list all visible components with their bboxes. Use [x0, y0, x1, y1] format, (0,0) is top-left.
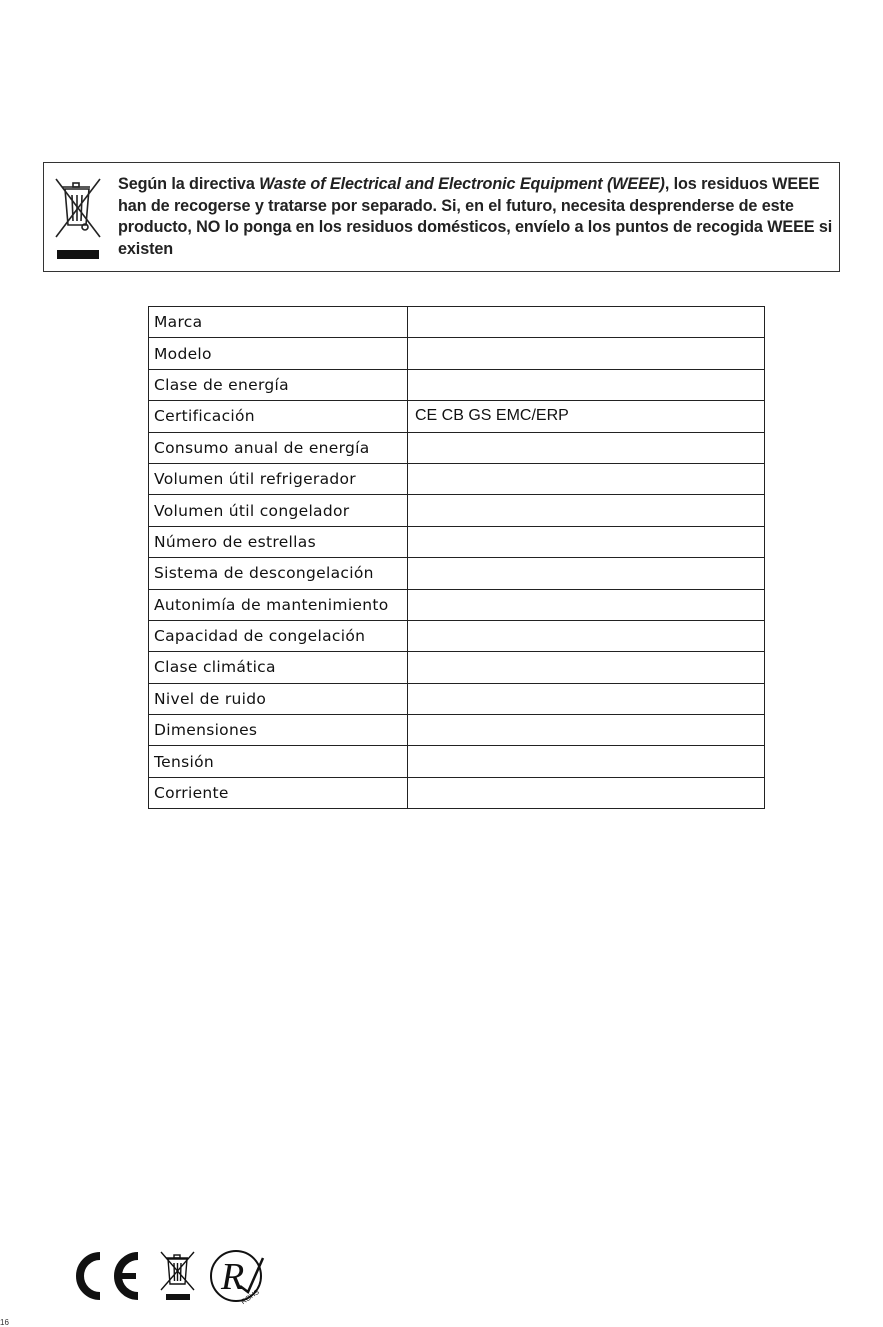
- spec-label: Certificación: [149, 401, 408, 432]
- spec-table: [148, 306, 765, 809]
- spec-value: [408, 746, 765, 777]
- table-row: [149, 432, 765, 463]
- table-row: [149, 495, 765, 526]
- spec-label: Volumen útil congelador: [149, 495, 408, 526]
- table-row: [149, 620, 765, 651]
- spec-label: Dimensiones: [149, 715, 408, 746]
- table-row: [149, 401, 765, 432]
- spec-label: Nivel de ruido: [149, 683, 408, 714]
- spec-value: [408, 307, 765, 338]
- spec-value: CE CB GS EMC/ERP: [408, 401, 765, 432]
- spec-label: Modelo: [149, 338, 408, 369]
- spec-label: Capacidad de congelación: [149, 620, 408, 651]
- table-row: [149, 683, 765, 714]
- weee-notice-box: [43, 162, 840, 272]
- spec-value: [408, 620, 765, 651]
- spec-label: Marca: [149, 307, 408, 338]
- spec-label: Corriente: [149, 777, 408, 808]
- table-row: [149, 558, 765, 589]
- spec-value: [408, 683, 765, 714]
- spec-label: Volumen útil refrigerador: [149, 463, 408, 494]
- spec-label: Clase climática: [149, 652, 408, 683]
- table-row: [149, 589, 765, 620]
- spec-label: Autonimía de mantenimiento: [149, 589, 408, 620]
- spec-label: Número de estrellas: [149, 526, 408, 557]
- spec-value: [408, 463, 765, 494]
- spec-value: [408, 715, 765, 746]
- rohs-logo: [208, 1248, 266, 1306]
- spec-label: Consumo anual de energía: [149, 432, 408, 463]
- svg-text:ROHS: ROHS: [240, 1288, 261, 1306]
- spec-label: Tensión: [149, 746, 408, 777]
- table-row: [149, 526, 765, 557]
- spec-label: Clase de energía: [149, 369, 408, 400]
- table-row: [149, 652, 765, 683]
- spec-value: [408, 369, 765, 400]
- crossed-out-wheelie-bin-icon: [158, 1250, 198, 1302]
- table-row: [149, 369, 765, 400]
- weee-directive-name: Waste of Electrical and Electronic Equipment (WEEE): [259, 175, 665, 193]
- ce-mark-logo: [70, 1248, 144, 1304]
- footer-logos: [70, 1248, 270, 1308]
- spec-value: [408, 777, 765, 808]
- page-number: 16: [0, 1318, 9, 1327]
- spec-value: [408, 526, 765, 557]
- svg-text:R: R: [221, 1256, 245, 1298]
- spec-label: Sistema de descongelación: [149, 558, 408, 589]
- spec-value: [408, 558, 765, 589]
- table-row: [149, 338, 765, 369]
- table-row: [149, 715, 765, 746]
- spec-value: [408, 589, 765, 620]
- table-row: [149, 307, 765, 338]
- spec-value: [408, 495, 765, 526]
- crossed-out-wheelie-bin-icon: [54, 175, 104, 263]
- table-row: [149, 746, 765, 777]
- weee-notice-text: Según la directiva Waste of Electrical and Electronic Equipment (WEEE), los residuos WEEE han de recogerse y tratarse por separado. Si, en el futuro, necesita desprenderse de este producto, NO lo ponga en los residuos domésticos, envíelo a los puntos de recogida WEEE si existen: [118, 175, 833, 258]
- spec-value: [408, 338, 765, 369]
- table-row: [149, 777, 765, 808]
- spec-value: [408, 652, 765, 683]
- spec-value: [408, 432, 765, 463]
- table-row: [149, 463, 765, 494]
